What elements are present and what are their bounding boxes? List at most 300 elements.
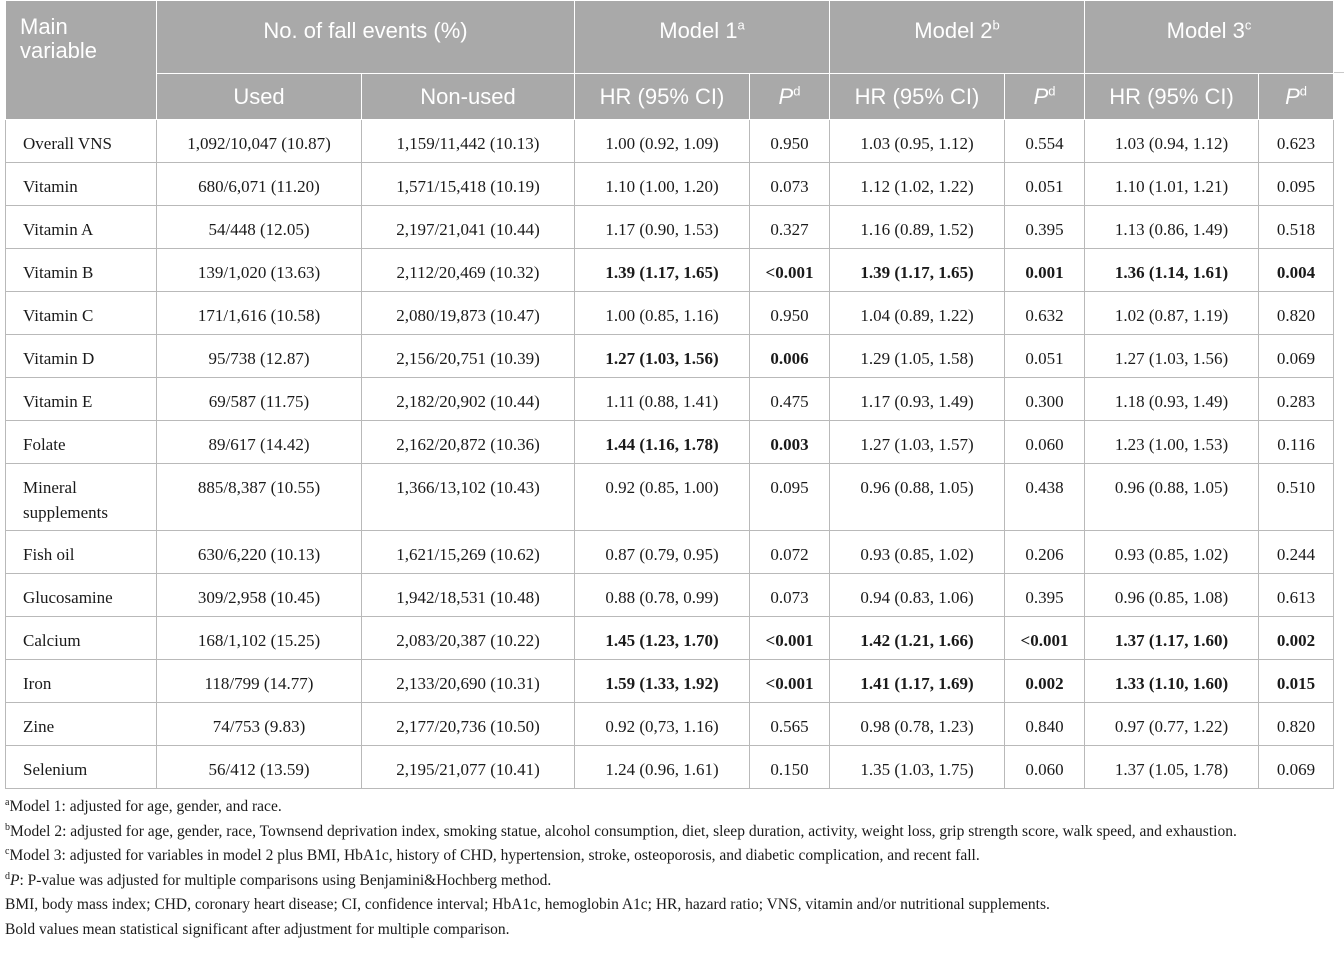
model-2-header (830, 1, 1085, 74)
model-3-p-header (1259, 74, 1334, 120)
model-1-p-text: 0.565 (770, 717, 809, 736)
model-1-hr-text: 0.88 (0.78, 0.99) (605, 588, 719, 607)
variable-name-text: Glucosamine (23, 588, 113, 607)
model-2-p (1005, 378, 1085, 421)
used-count-text: 630/6,220 (10.13) (197, 545, 321, 564)
non-used-count-text: 2,162/20,872 (10.36) (396, 435, 540, 454)
main-variable-header-line2: variable (20, 38, 98, 63)
non-used-count (362, 703, 575, 746)
model-2-hr (830, 703, 1005, 746)
model-3-p-text: 0.820 (1276, 306, 1316, 325)
non-used-count (362, 378, 575, 421)
variable-name-text: Selenium (23, 760, 88, 779)
used-count-text: 171/1,616 (10.58) (197, 306, 321, 325)
model-1-p-text: 0.006 (770, 349, 809, 368)
used-count-text: 118/799 (14.77) (204, 674, 314, 693)
model-1-hr (575, 292, 750, 335)
p-label: P (1285, 83, 1300, 109)
variable-name (6, 249, 157, 292)
used-count (157, 421, 362, 464)
model-2-p-text: 0.395 (1025, 588, 1064, 607)
main-variable-header-line1: Main (20, 14, 68, 39)
model-3-p (1259, 292, 1334, 335)
model-1-p (750, 464, 830, 531)
model-1-p (750, 746, 830, 789)
model-1-hr-text: 1.00 (0.85, 1.16) (605, 306, 719, 325)
model-1-p (750, 292, 830, 335)
variable-name-text: Iron (23, 674, 52, 693)
model-1-hr (575, 574, 750, 617)
model-1-label: Model 1 (659, 18, 738, 43)
used-count (157, 617, 362, 660)
model-2-hr-text: 1.29 (1.05, 1.58) (860, 349, 974, 368)
variable-name (6, 120, 157, 163)
model-3-hr (1085, 249, 1259, 292)
model-2-p (1005, 120, 1085, 163)
model-1-p (750, 206, 830, 249)
non-used-count-text: 2,083/20,387 (10.22) (396, 631, 540, 650)
model-3-hr-text: 1.33 (1.10, 1.60) (1114, 674, 1229, 693)
model-2-hr-text: 1.12 (1.02, 1.22) (860, 177, 974, 196)
p-label: P (778, 83, 794, 109)
variable-name-text: Folate (23, 435, 66, 454)
model-3-p-text: 0.623 (1276, 134, 1316, 153)
footnote (5, 844, 1337, 869)
model-3-p-text: 0.095 (1276, 177, 1316, 196)
model-3-label: Model 3 (1166, 18, 1245, 43)
model-1-hr (575, 163, 750, 206)
model-3-hr (1085, 378, 1259, 421)
model-2-p (1005, 421, 1085, 464)
model-1-p-text: <0.001 (765, 674, 814, 693)
model-2-p-text: 0.632 (1025, 306, 1064, 325)
model-2-p-text: 0.001 (1025, 263, 1064, 282)
header-edge-rule (1334, 72, 1344, 73)
model-3-hr-text: 1.02 (0.87, 1.19) (1114, 306, 1229, 325)
model-1-hr (575, 531, 750, 574)
model-2-p (1005, 163, 1085, 206)
model-2-p-text: <0.001 (1020, 631, 1069, 650)
model-2-p-text: 0.554 (1025, 134, 1064, 153)
model-2-p (1005, 206, 1085, 249)
variable-name-text: Vitamin D (23, 349, 95, 368)
model-2-p-text: 0.060 (1025, 760, 1064, 779)
model-1-hr (575, 378, 750, 421)
footnote-text: : P-value was adjusted for multiple comparisons using Benjamini&Hochberg method. (19, 871, 552, 889)
model-1-p-text: 0.150 (770, 760, 809, 779)
table-row (6, 335, 1334, 378)
model-1-hr-text: 1.11 (0.88, 1.41) (605, 392, 719, 411)
model-2-p (1005, 617, 1085, 660)
table-row (6, 617, 1334, 660)
model-3-p (1259, 206, 1334, 249)
table-row (6, 120, 1334, 163)
model-3-p-text: 0.613 (1276, 588, 1316, 607)
model-1-p-text: 0.475 (770, 392, 809, 411)
model-3-hr (1085, 617, 1259, 660)
model-1-hr-text: 0.92 (0,73, 1.16) (605, 717, 719, 736)
variable-name (6, 531, 157, 574)
model-2-hr-text: 1.39 (1.17, 1.65) (860, 263, 974, 282)
model-2-hr-text: 1.27 (1.03, 1.57) (860, 435, 974, 454)
model-2-p-header (1005, 74, 1085, 120)
variable-name-text: Vitamin A (23, 220, 94, 239)
footnote-marker: a (5, 796, 10, 808)
model-1-hr-text: 1.10 (1.00, 1.20) (605, 177, 719, 196)
model-2-p (1005, 292, 1085, 335)
model-1-p-text: 0.095 (770, 478, 809, 497)
model-2-hr (830, 249, 1005, 292)
used-count-text: 309/2,958 (10.45) (197, 588, 321, 607)
model-3-p-text: 0.244 (1276, 545, 1316, 564)
model-1-p-text: <0.001 (765, 631, 814, 650)
table-row (6, 163, 1334, 206)
variable-name-text: Calcium (23, 631, 81, 650)
model-1-p (750, 378, 830, 421)
used-count (157, 335, 362, 378)
table-row (6, 292, 1334, 335)
model-3-hr (1085, 421, 1259, 464)
model-3-hr (1085, 464, 1259, 531)
model-2-hr (830, 335, 1005, 378)
model-2-p-text: 0.051 (1025, 177, 1064, 196)
model-1-hr (575, 464, 750, 531)
non-used-count-text: 1,942/18,531 (10.48) (396, 588, 540, 607)
model-1-p (750, 335, 830, 378)
non-used-count (362, 292, 575, 335)
model-2-p (1005, 574, 1085, 617)
model-2-p-text: 0.300 (1025, 392, 1064, 411)
model-2-hr (830, 206, 1005, 249)
model-1-p-text: 0.950 (770, 306, 809, 325)
non-used-count (362, 249, 575, 292)
model-3-hr (1085, 292, 1259, 335)
non-used-count (362, 574, 575, 617)
model-2-p (1005, 746, 1085, 789)
footnote (5, 893, 1337, 918)
model-2-hr (830, 163, 1005, 206)
model-3-p (1259, 163, 1334, 206)
fall-events-header: No. of fall events (%) (157, 1, 575, 74)
variable-name (6, 660, 157, 703)
model-2-p (1005, 703, 1085, 746)
non-used-count (362, 660, 575, 703)
model-3-p (1259, 421, 1334, 464)
variable-name-text: Vitamin C (23, 306, 94, 325)
model-2-hr-text: 1.16 (0.89, 1.52) (860, 220, 974, 239)
model-3-p-text: 0.004 (1276, 263, 1316, 282)
results-table (5, 0, 1334, 789)
model-3-hr-text: 1.23 (1.00, 1.53) (1114, 435, 1229, 454)
model-2-hr-text: 0.96 (0.88, 1.05) (860, 478, 974, 497)
model-2-p (1005, 335, 1085, 378)
model-2-hr-text: 1.41 (1.17, 1.69) (860, 674, 974, 693)
used-count (157, 464, 362, 531)
model-3-p (1259, 660, 1334, 703)
model-2-hr (830, 421, 1005, 464)
non-used-count-text: 2,195/21,077 (10.41) (396, 760, 540, 779)
footnote-marker: b (5, 821, 10, 833)
model-3-hr (1085, 531, 1259, 574)
variable-name (6, 206, 157, 249)
non-used-count-text: 2,177/20,736 (10.50) (396, 717, 540, 736)
model-3-hr-text: 0.96 (0.85, 1.08) (1114, 588, 1229, 607)
non-used-count (362, 206, 575, 249)
used-count-text: 885/8,387 (10.55) (197, 478, 321, 497)
variable-name-text: Vitamin (23, 177, 78, 196)
model-2-hr-text: 0.94 (0.83, 1.06) (860, 588, 974, 607)
p-sup: d (1299, 83, 1307, 99)
used-count (157, 660, 362, 703)
model-2-hr (830, 746, 1005, 789)
model-1-hr-text: 1.39 (1.17, 1.65) (605, 263, 719, 282)
used-count (157, 531, 362, 574)
model-3-p (1259, 464, 1334, 531)
model-2-hr (830, 464, 1005, 531)
model-1-hr-text: 1.17 (0.90, 1.53) (605, 220, 719, 239)
footnote (5, 918, 1337, 943)
non-used-count-text: 1,571/15,418 (10.19) (396, 177, 540, 196)
footnote-marker: d (5, 870, 10, 882)
model-2-p-text: 0.060 (1025, 435, 1064, 454)
model-1-hr (575, 421, 750, 464)
model-3-header (1085, 1, 1334, 74)
used-header: Used (157, 74, 362, 120)
non-used-count-text: 2,156/20,751 (10.39) (396, 349, 540, 368)
model-1-hr-text: 1.45 (1.23, 1.70) (605, 631, 719, 650)
non-used-count (362, 464, 575, 531)
model-2-hr (830, 660, 1005, 703)
p-sup: d (793, 83, 801, 99)
model-3-hr (1085, 120, 1259, 163)
variable-name (6, 617, 157, 660)
variable-name (6, 464, 157, 531)
footnote (5, 869, 1337, 894)
non-used-header: Non-used (362, 74, 575, 120)
model-3-hr-text: 1.13 (0.86, 1.49) (1114, 220, 1229, 239)
used-count-text: 139/1,020 (13.63) (197, 263, 321, 282)
model-3-hr-text: 1.18 (0.93, 1.49) (1114, 392, 1229, 411)
non-used-count (362, 163, 575, 206)
p-label: P (1033, 83, 1049, 109)
model-3-p-text: 0.015 (1276, 674, 1316, 693)
model-2-hr (830, 617, 1005, 660)
table-row (6, 746, 1334, 789)
model-3-p-text: 0.518 (1276, 220, 1316, 239)
footnote-italic: P (10, 871, 20, 889)
used-count (157, 378, 362, 421)
model-3-p (1259, 703, 1334, 746)
used-count (157, 163, 362, 206)
model-3-hr-text: 1.03 (0.94, 1.12) (1114, 134, 1229, 153)
model-1-p-text: 0.072 (770, 545, 809, 564)
model-2-hr (830, 574, 1005, 617)
model-2-hr-text: 1.17 (0.93, 1.49) (860, 392, 974, 411)
non-used-count-text: 2,182/20,902 (10.44) (396, 392, 540, 411)
results-table-container (5, 0, 1333, 789)
footnote-text: BMI, body mass index; CHD, coronary heart disease; CI, confidence interval; HbA1c, hemoglobin A1c; HR, hazard ratio; VNS, vitamin and/or nutritional supplements. (5, 896, 1050, 914)
model-1-hr (575, 660, 750, 703)
model-1-hr (575, 120, 750, 163)
variable-name (6, 574, 157, 617)
model-2-hr-text: 0.93 (0.85, 1.02) (860, 545, 974, 564)
footnote-text: Model 1: adjusted for age, gender, and race. (9, 798, 282, 815)
table-row (6, 660, 1334, 703)
model-3-hr (1085, 163, 1259, 206)
model-2-p-text: 0.438 (1025, 478, 1064, 497)
non-used-count (362, 421, 575, 464)
table-row (6, 703, 1334, 746)
used-count-text: 74/753 (9.83) (212, 717, 306, 736)
model-2-label: Model 2 (914, 18, 993, 43)
table-body (6, 120, 1334, 789)
model-3-p (1259, 531, 1334, 574)
used-count (157, 249, 362, 292)
table-row (6, 531, 1334, 574)
model-1-p (750, 120, 830, 163)
model-1-header (575, 1, 830, 74)
non-used-count (362, 335, 575, 378)
variable-name (6, 421, 157, 464)
used-count-text: 680/6,071 (11.20) (198, 177, 320, 196)
model-1-hr-text: 0.92 (0.85, 1.00) (605, 478, 719, 497)
model-3-p-text: 0.820 (1276, 717, 1316, 736)
used-count-text: 168/1,102 (15.25) (197, 631, 321, 650)
model-2-p-text: 0.002 (1025, 674, 1064, 693)
model-2-hr (830, 120, 1005, 163)
variable-name (6, 378, 157, 421)
variable-name-text: Mineral supplements (23, 478, 108, 522)
model-1-p (750, 703, 830, 746)
model-3-p (1259, 378, 1334, 421)
used-count (157, 206, 362, 249)
table-footnotes (5, 795, 1337, 943)
model-1-hr (575, 617, 750, 660)
model-3-hr (1085, 660, 1259, 703)
model-2-p-text: 0.051 (1025, 349, 1064, 368)
variable-name-text: Vitamin E (23, 392, 93, 411)
model-2-p (1005, 531, 1085, 574)
variable-name-text: Fish oil (23, 545, 75, 564)
non-used-count-text: 2,112/20,469 (10.32) (396, 263, 540, 282)
model-1-hr (575, 335, 750, 378)
footnote (5, 795, 1337, 820)
used-count-text: 69/587 (11.75) (208, 392, 310, 411)
model-3-p (1259, 574, 1334, 617)
model-2-p-text: 0.206 (1025, 545, 1064, 564)
model-1-p-text: 0.073 (770, 177, 809, 196)
table-row (6, 421, 1334, 464)
model-1-p (750, 574, 830, 617)
model-3-p (1259, 617, 1334, 660)
model-3-hr-text: 0.97 (0.77, 1.22) (1114, 717, 1229, 736)
model-1-p (750, 660, 830, 703)
p-sup: d (1048, 83, 1056, 99)
model-1-hr-text: 1.27 (1.03, 1.56) (605, 349, 719, 368)
model-2-hr-text: 1.42 (1.21, 1.66) (860, 631, 974, 650)
model-3-hr (1085, 206, 1259, 249)
model-3-hr-text: 1.36 (1.14, 1.61) (1114, 263, 1229, 282)
used-count-text: 95/738 (12.87) (208, 349, 310, 368)
model-2-p (1005, 660, 1085, 703)
model-2-hr (830, 292, 1005, 335)
model-3-p (1259, 746, 1334, 789)
model-3-p (1259, 249, 1334, 292)
model-3-p-text: 0.002 (1276, 631, 1316, 650)
non-used-count (362, 617, 575, 660)
used-count (157, 292, 362, 335)
non-used-count-text: 1,621/15,269 (10.62) (396, 545, 540, 564)
model-2-p-text: 0.840 (1025, 717, 1064, 736)
model-1-hr-header: HR (95% CI) (575, 74, 750, 120)
main-variable-header (6, 1, 157, 120)
model-1-p (750, 163, 830, 206)
used-count (157, 574, 362, 617)
used-count-text: 1,092/10,047 (10.87) (187, 134, 331, 153)
used-count (157, 120, 362, 163)
model-3-hr-text: 1.37 (1.05, 1.78) (1114, 760, 1229, 779)
used-count (157, 746, 362, 789)
model-3-p-text: 0.116 (1277, 435, 1315, 454)
non-used-count (362, 120, 575, 163)
model-2-p (1005, 249, 1085, 292)
model-3-hr-text: 1.37 (1.17, 1.60) (1114, 631, 1229, 650)
model-3-hr-header: HR (95% CI) (1085, 74, 1259, 120)
model-2-p (1005, 464, 1085, 531)
model-2-hr-text: 1.04 (0.89, 1.22) (860, 306, 974, 325)
footnote-text: Bold values mean statistical significant after adjustment for multiple comparison. (5, 920, 510, 938)
variable-name (6, 163, 157, 206)
table-row (6, 249, 1334, 292)
model-1-hr (575, 746, 750, 789)
model-2-hr-text: 1.03 (0.95, 1.12) (860, 134, 974, 153)
model-1-hr-text: 0.87 (0.79, 0.95) (605, 545, 719, 564)
model-1-hr-text: 1.44 (1.16, 1.78) (605, 435, 719, 454)
used-count-text: 56/412 (13.59) (208, 760, 310, 779)
variable-name (6, 292, 157, 335)
model-1-p (750, 249, 830, 292)
non-used-count (362, 746, 575, 789)
table-row (6, 464, 1334, 531)
variable-name-text: Overall VNS (23, 134, 112, 153)
footnote-marker: c (5, 846, 10, 858)
non-used-count-text: 2,133/20,690 (10.31) (396, 674, 540, 693)
model-1-hr-text: 1.59 (1.33, 1.92) (605, 674, 719, 693)
model-1-p (750, 617, 830, 660)
used-count-text: 89/617 (14.42) (208, 435, 310, 454)
model-3-p-text: 0.069 (1276, 349, 1316, 368)
model-2-hr-text: 1.35 (1.03, 1.75) (860, 760, 974, 779)
model-3-hr (1085, 746, 1259, 789)
variable-name-text: Vitamin B (23, 263, 94, 282)
model-1-p (750, 531, 830, 574)
model-1-p-text: <0.001 (765, 263, 814, 282)
model-2-p-text: 0.395 (1025, 220, 1064, 239)
model-1-p-text: 0.327 (770, 220, 809, 239)
model-1-hr-text: 1.00 (0.92, 1.09) (605, 134, 719, 153)
model-3-hr (1085, 335, 1259, 378)
model-3-p (1259, 335, 1334, 378)
footnote-text: Model 2: adjusted for age, gender, race, Townsend deprivation index, smoking statue, alcohol consumption, diet, sleep duration, activity, weight loss, grip strength score, walk speed, and exhaustion. (10, 822, 1237, 840)
table-header (6, 1, 1334, 120)
model-3-p (1259, 120, 1334, 163)
table-row (6, 574, 1334, 617)
model-1-sup: a (737, 17, 745, 33)
model-1-p (750, 421, 830, 464)
model-1-hr (575, 249, 750, 292)
model-2-hr-header: HR (95% CI) (830, 74, 1005, 120)
model-3-sup: c (1244, 17, 1252, 33)
